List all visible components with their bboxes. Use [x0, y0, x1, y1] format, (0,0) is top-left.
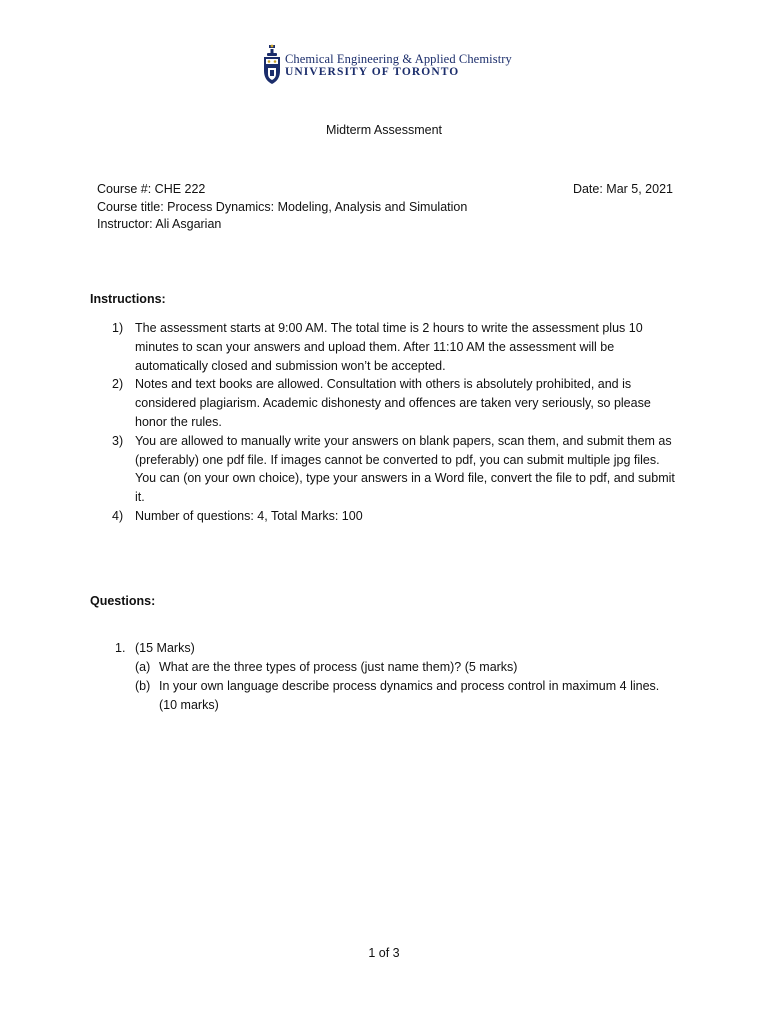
document-title: Midterm Assessment [325, 123, 442, 137]
subquestion-text: What are the three types of process (just name them)? (5 marks) [159, 660, 518, 674]
instructions-heading: Instructions: [90, 292, 166, 306]
subquestion-label: (b) [135, 679, 151, 693]
page-number: 1 of 3 [368, 946, 400, 960]
questions-heading: Questions: [90, 594, 156, 608]
list-item [112, 507, 682, 526]
item-number: 2) [112, 377, 124, 392]
exam-date: Date: Mar 5, 2021 [572, 182, 673, 196]
question-1 [115, 639, 675, 658]
item-text: Number of questions: 4, Total Marks: 100 [135, 508, 363, 523]
course-meta [97, 180, 673, 233]
subquestion-label: (a) [135, 660, 151, 674]
logo-department: Chemical Engineering & Applied Chemistry [285, 51, 512, 66]
instructor: Instructor: Ali Asgarian [97, 217, 222, 231]
questions-list [115, 639, 675, 715]
course-title: Course title: Process Dynamics: Modeling, Analysis and Simulation [97, 199, 468, 214]
question-marks: (15 Marks) [135, 641, 195, 655]
logo-university: UNIVERSITY OF TORONTO [285, 65, 460, 78]
subquestion-text: In your own language describe process dynamics and process control in maximum 4 lines. (10 marks) [159, 679, 660, 712]
list-item [112, 319, 682, 375]
item-text: You are allowed to manually write your answers on blank papers, scan them, and submit them as (preferably) one pdf file. If images cannot be converted to pdf, you can submit multiple jpg files. You can (on your own choice), type your answers in a Word file, convert the file to pdf, and submit it. [135, 433, 675, 505]
item-number: 4) [112, 508, 124, 523]
question-1b [115, 677, 675, 715]
item-number: 3) [112, 433, 124, 448]
list-item [112, 432, 682, 507]
item-number: 1) [112, 321, 124, 335]
item-text: Notes and text books are allowed. Consultation with others is absolutely prohibited, and is considered plagiarism. Academic dishonesty and offences are taken very seriously, so please honor the rules. [135, 377, 651, 429]
university-logo [263, 44, 512, 86]
course-number: Course #: CHE 222 [97, 182, 206, 196]
instructions-list [112, 319, 682, 526]
question-number: 1. [115, 641, 126, 655]
item-text: The assessment starts at 9:00 AM. The total time is 2 hours to write the assessment plus 10 minutes to scan your answers and upload them. After 11:10 AM the assessment will be automatically closed and submission won’t be accepted. [135, 321, 643, 373]
question-1a [115, 658, 675, 677]
crest-icon [263, 44, 281, 86]
list-item [112, 375, 682, 431]
